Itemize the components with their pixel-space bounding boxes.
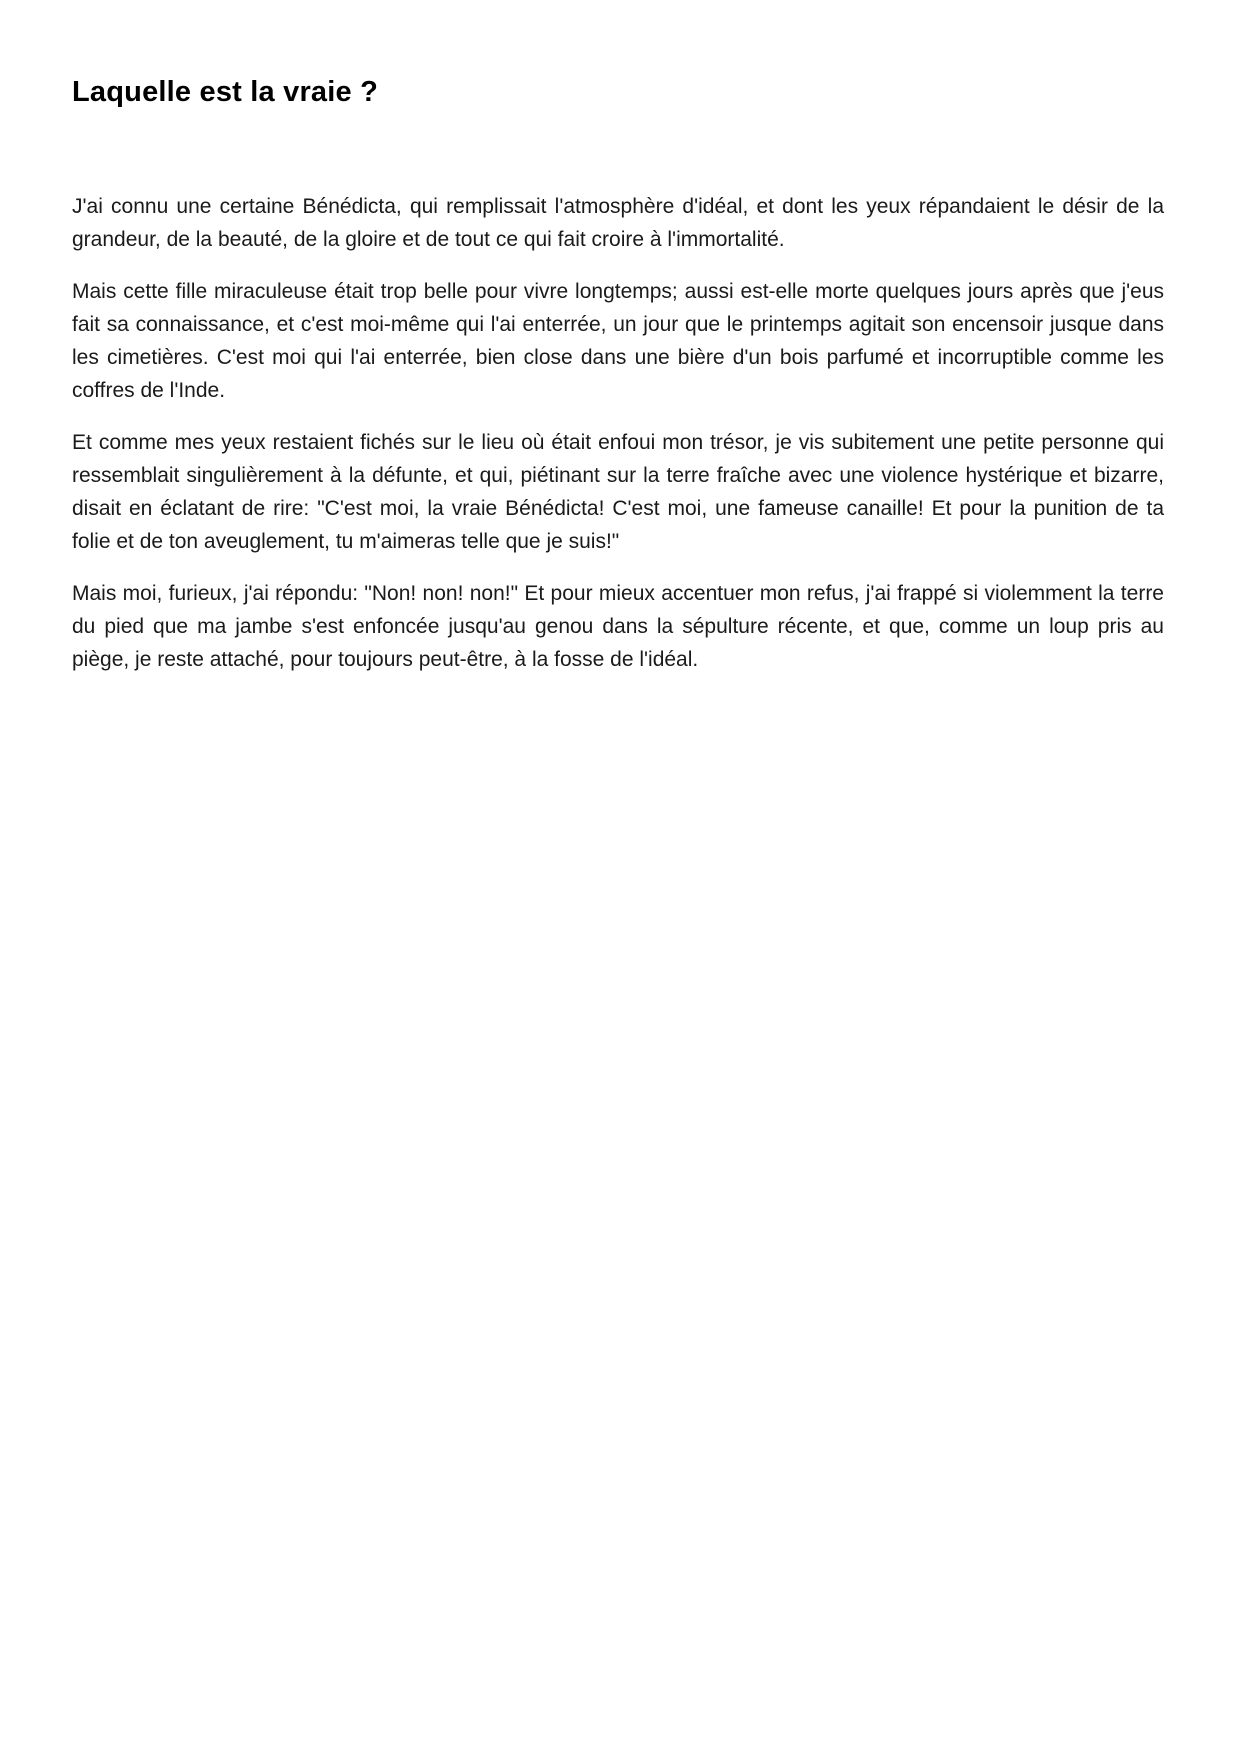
document-title: Laquelle est la vraie ? bbox=[72, 76, 379, 108]
paragraph-4: Mais moi, furieux, j'ai répondu: "Non! non! non!" Et pour mieux accentuer mon refus, j'ai frappé si violemment la terre du pied que ma jambe s'est enfoncée jusqu'au genou dans la sépulture récente, et que, comme un loup pris au piège, je reste attaché, pour toujours peut-être, à la fosse de l'idéal. bbox=[72, 582, 1164, 671]
paragraph-2: Mais cette fille miraculeuse était trop belle pour vivre longtemps; aussi est-elle morte quelques jours après que j'eus fait sa connaissance, et c'est moi-même qui l'ai enterrée, un jour que le printemps agitait son encensoir jusque dans les cimetières. C'est moi qui l'ai enterrée, bien close dans une bière d'un bois parfumé et incorruptible comme les coffres de l'Inde. bbox=[72, 280, 1164, 402]
paragraph-3: Et comme mes yeux restaient fichés sur le lieu où était enfoui mon trésor, je vis subitement une petite personne qui ressemblait singulièrement à la défunte, et qui, piétinant sur la terre fraîche avec une violence hystérique et bizarre, disait en éclatant de rire: "C'est moi, la vraie Bénédicta! C'est moi, une fameuse canaille! Et pour la punition de ta folie et de ton aveuglement, tu m'aimeras telle que je suis!" bbox=[72, 431, 1164, 553]
paragraph-1: J'ai connu une certaine Bénédicta, qui remplissait l'atmosphère d'idéal, et dont les yeux répandaient le désir de la grandeur, de la beauté, de la gloire et de tout ce qui fait croire à l'immortalité. bbox=[72, 195, 1164, 251]
